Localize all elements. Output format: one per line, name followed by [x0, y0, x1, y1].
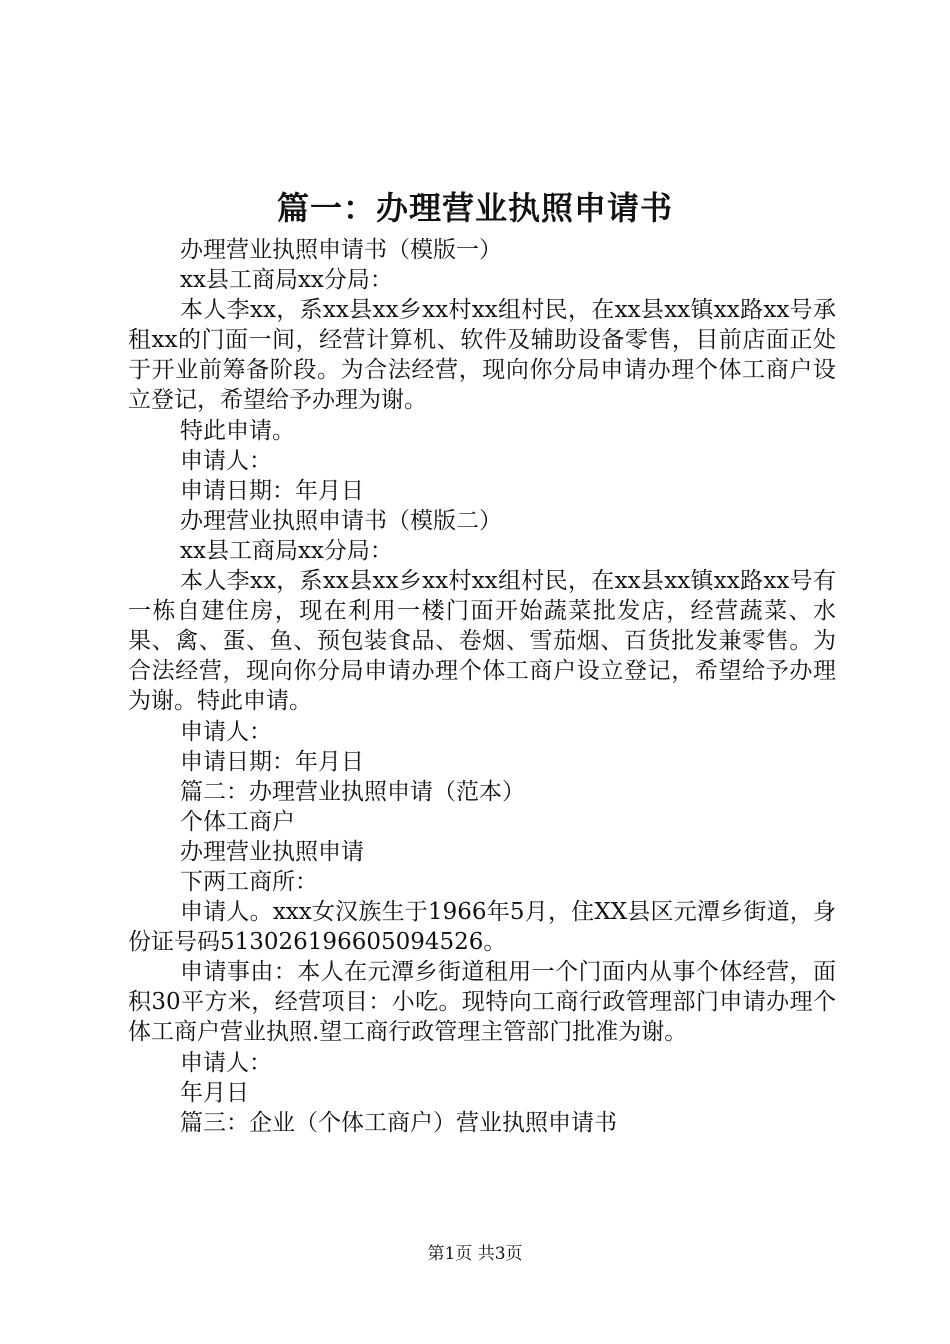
application-paragraph: 本人李xx，系xx县xx乡xx村xx组村民，在xx县xx镇xx路xx号承租xx的门面一间，经营计算机、软件及辅助设备零售，目前店面正处于开业前筹备阶段。为合法经营，现向你分局申请办理个体工商户设立登记，希望给予办理为谢。 [128, 297, 836, 414]
subheading-line: 办理营业执照申请 [180, 838, 364, 865]
section-two-heading: 篇二：办理营业执照申请（范本） [180, 778, 525, 805]
date-line: 申请日期：年月日 [180, 748, 364, 775]
addressee-line: xx县工商局xx分局： [180, 537, 393, 564]
template-one-heading: 办理营业执照申请书（模版一） [180, 237, 502, 263]
application-reason-paragraph: 申请事由：本人在元潭乡街道租用一个门面内从事个体经营，面积30平方米，经营项目：小吃。现特向工商行政管理部门申请办理个体工商户营业执照.望工商行政管理主管部门批准为谢。 [128, 959, 836, 1046]
section-three-heading: 篇三：企业（个体工商户）营业执照申请书 [180, 1109, 617, 1136]
addressee-line: xx县工商局xx分局： [180, 267, 393, 294]
closing-line: 特此申请。 [180, 417, 295, 444]
date-line: 申请日期：年月日 [180, 477, 364, 504]
subheading-line: 个体工商户 [180, 808, 295, 835]
page-number: 第1页 共3页 [427, 1244, 523, 1264]
application-paragraph: 本人李xx，系xx县xx乡xx村xx组村民，在xx县xx镇xx路xx号有一栋自建住房，现在利用一楼门面开始蔬菜批发店，经营蔬菜、水果、禽、蛋、鱼、预包装食品、卷烟、雪茄烟、百货批发兼零售。为合法经营，现向你分局申请办理个体工商户设立登记，希望给予办理为谢。特此申请。 [128, 568, 836, 715]
applicant-line: 申请人： [180, 1049, 272, 1076]
addressee-line: 下两工商所： [180, 868, 318, 895]
document-body [128, 235, 836, 1138]
template-two-heading: 办理营业执照申请书（模版二） [180, 507, 502, 534]
applicant-line: 申请人： [180, 718, 272, 745]
date-line: 年月日 [180, 1079, 249, 1106]
applicant-info-paragraph: 申请人。xxx女汉族生于1966年5月，住XX县区元潭乡街道，身份证号码513026196605094526。 [128, 899, 836, 956]
document-title: 篇一：办理营业执照申请书 [276, 189, 673, 227]
applicant-line: 申请人： [180, 447, 272, 474]
